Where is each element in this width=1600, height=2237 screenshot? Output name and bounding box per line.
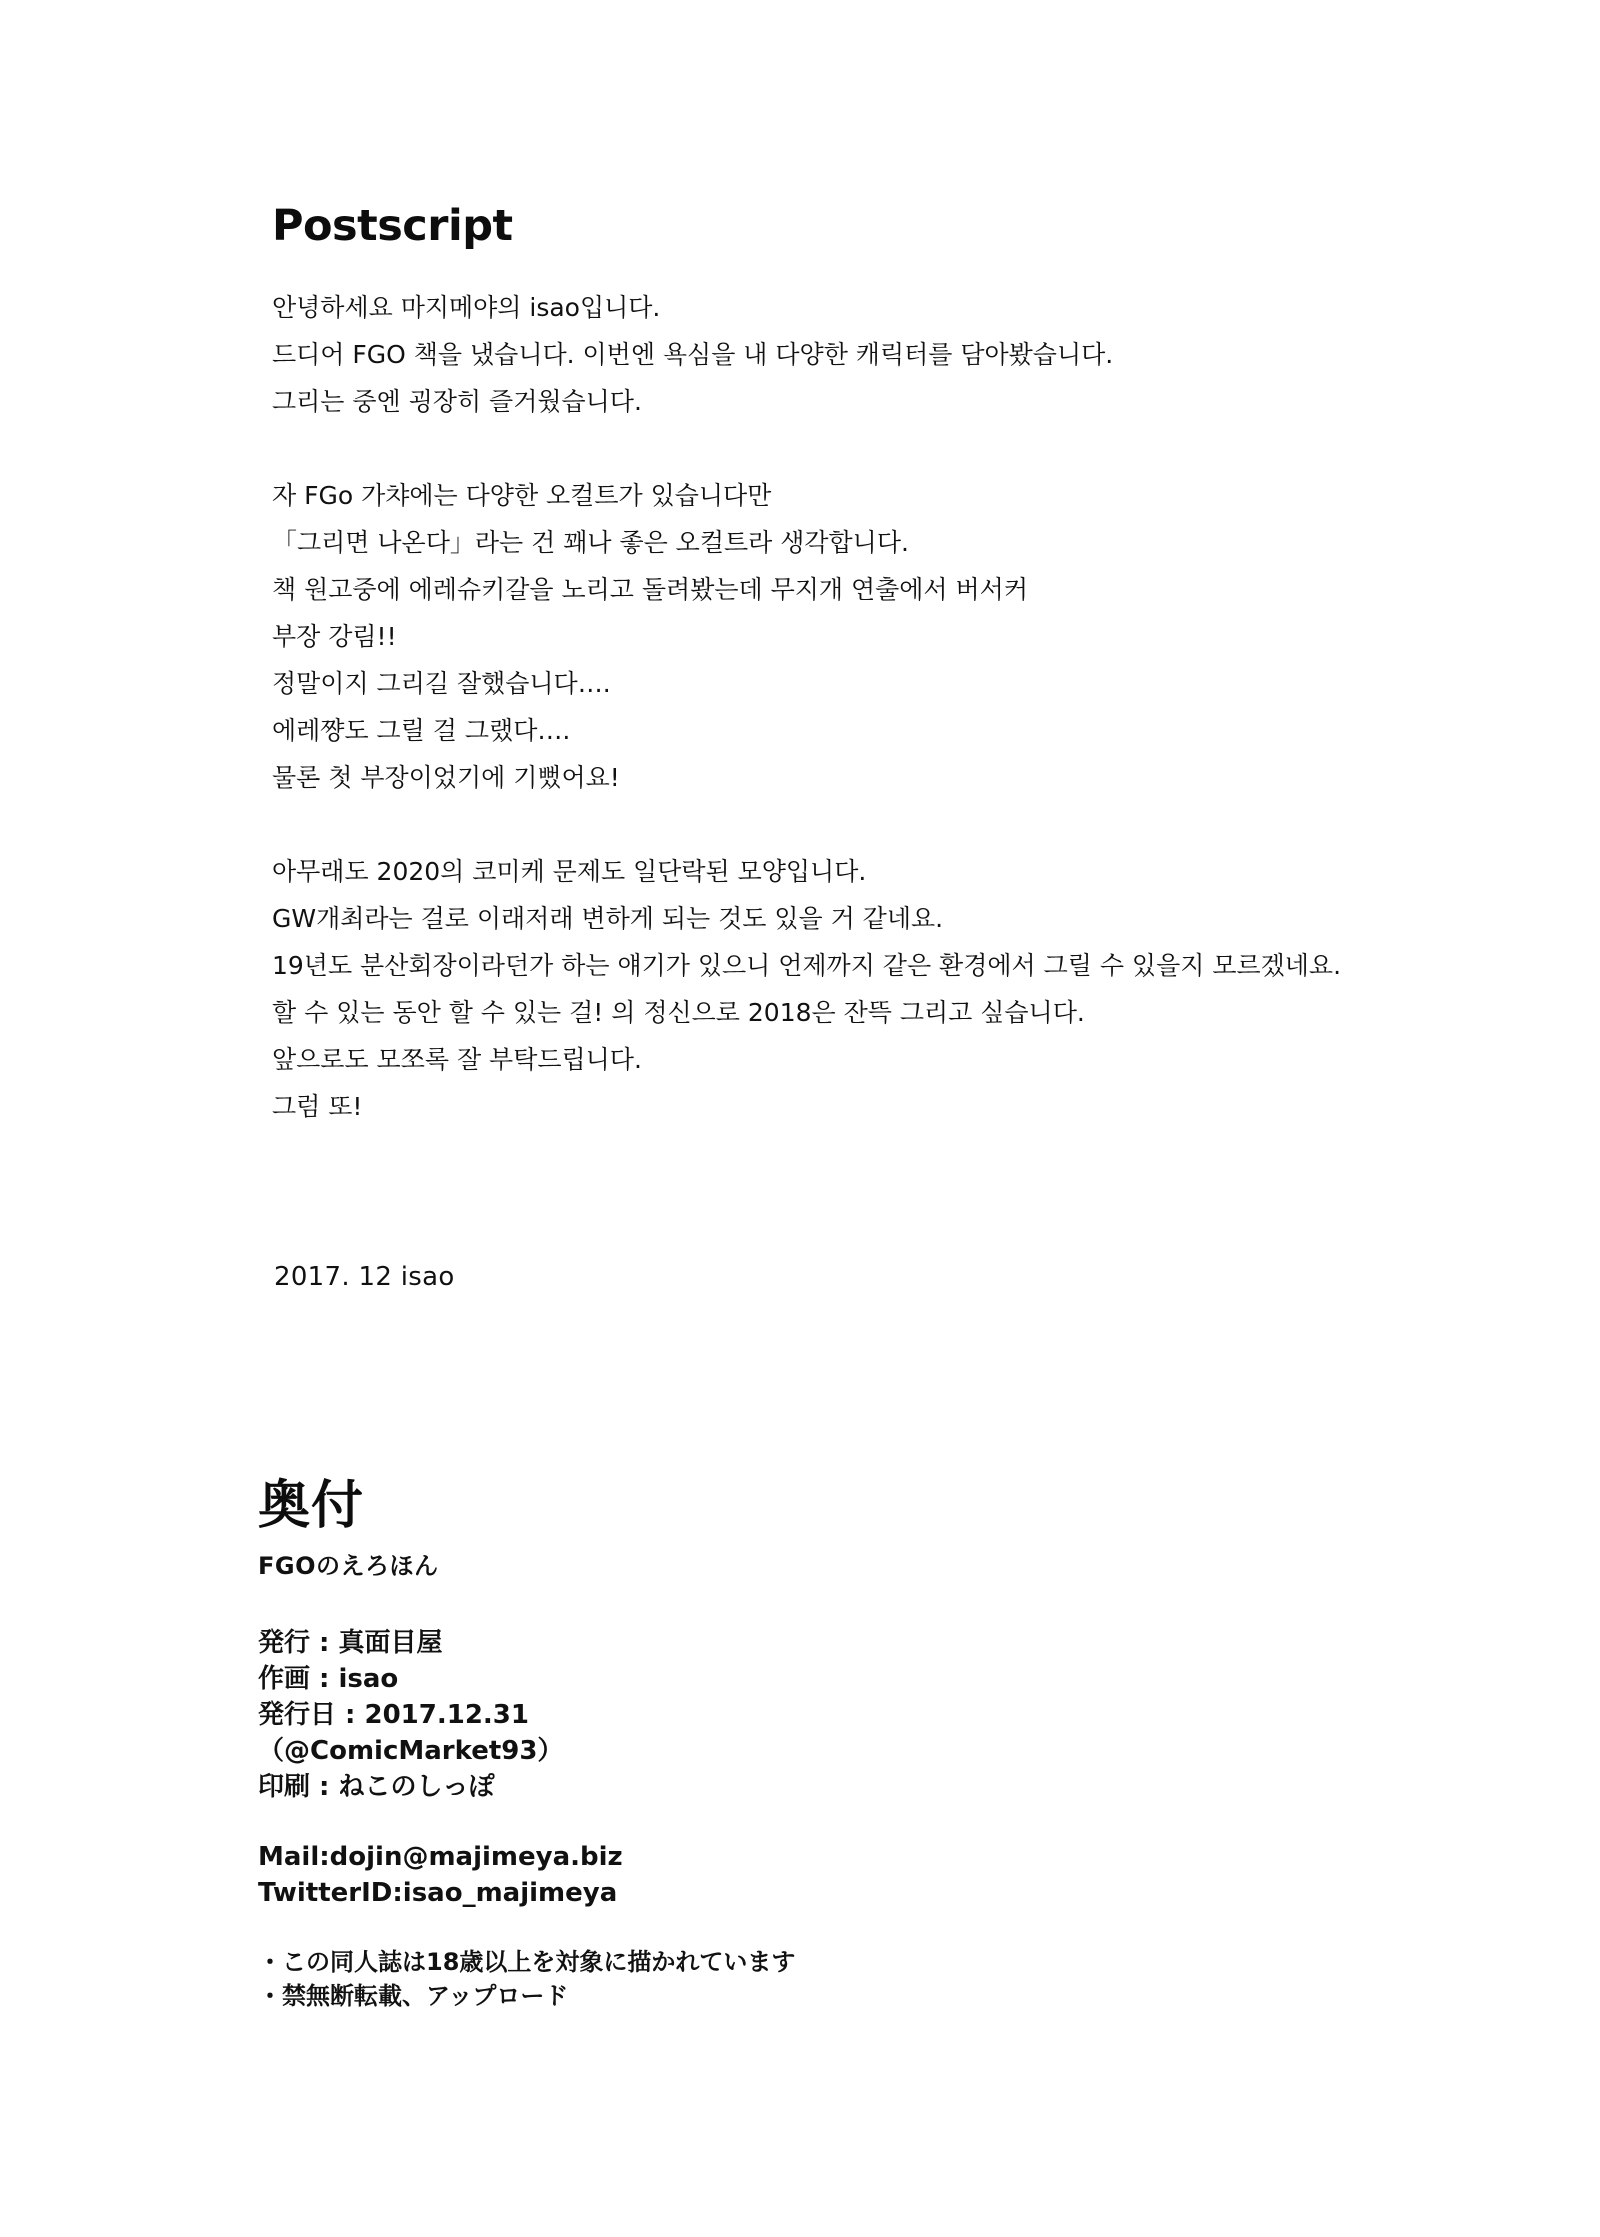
postscript-line: 자 FGo 가챠에는 다양한 오컬트가 있습니다만	[272, 481, 772, 510]
postscript-line: 책 원고중에 에레슈키갈을 노리고 돌려봤는데 무지개 연출에서 버서커	[272, 575, 1028, 604]
colophon-credit-line: 印刷 : ねこのしっぽ	[258, 1772, 495, 1802]
block-gap	[258, 1805, 1358, 1839]
postscript-signature: 2017. 12 isao	[274, 1262, 455, 1292]
colophon-heading: 奥付	[258, 1476, 365, 1536]
postscript-section	[272, 201, 1422, 1130]
colophon-credit-line: 発行日 : 2017.12.31	[258, 1700, 529, 1730]
colophon-subtitle: FGOのえろほん	[258, 1552, 439, 1580]
postscript-line: 「그리면 나온다」라는 건 꽤나 좋은 오컬트라 생각합니다.	[272, 528, 909, 557]
postscript-line: 아무래도 2020의 코미케 문제도 일단락된 모양입니다.	[272, 857, 867, 886]
postscript-line: GW개최라는 걸로 이래저래 변하게 되는 것도 있을 거 같네요.	[272, 904, 944, 933]
block-gap	[258, 1911, 1358, 1945]
postscript-line: 19년도 분산회장이라던가 하는 얘기가 있으니 언제까지 같은 환경에서 그릴 수 있을지 모르겠네요.	[272, 951, 1342, 980]
paragraph-gap	[272, 425, 1422, 472]
postscript-line: 앞으로도 모쪼록 잘 부탁드립니다.	[272, 1045, 642, 1074]
colophon-credit-line: 作画 : isao	[258, 1664, 399, 1694]
postscript-line: 그럼 또!	[272, 1092, 363, 1121]
colophon-notice: ・禁無断転載、アップロード	[258, 1982, 569, 2010]
colophon-section	[258, 1476, 1358, 2013]
postscript-line: 드디어 FGO 책을 냈습니다. 이번엔 욕심을 내 다양한 캐릭터를 담아봤습니다.	[272, 340, 1114, 369]
postscript-line: 그리는 중엔 굉장히 즐거웠습니다.	[272, 387, 642, 416]
postscript-line: 안녕하세요 마지메야의 isao입니다.	[272, 293, 661, 322]
postscript-line: 할 수 있는 동안 할 수 있는 걸! 의 정신으로 2018은 잔뜩 그리고 싶습니다.	[272, 998, 1085, 1027]
postscript-line: 부장 강림!!	[272, 622, 397, 651]
postscript-heading: Postscript	[272, 201, 513, 251]
colophon-credit-line: （@ComicMarket93）	[258, 1736, 564, 1766]
paragraph-gap	[272, 801, 1422, 848]
postscript-line: 에레쨩도 그릴 걸 그랬다….	[272, 716, 571, 745]
colophon-credit-line: 発行 : 真面目屋	[258, 1628, 443, 1658]
postscript-line: 정말이지 그리길 잘했습니다….	[272, 669, 611, 698]
colophon-notice: ・この同人誌は18歳以上を対象に描かれています	[258, 1948, 796, 1976]
postscript-line: 물론 첫 부장이었기에 기뻤어요!	[272, 763, 620, 792]
colophon-twitter-id[interactable]: TwitterID:isao_majimeya	[258, 1878, 618, 1908]
colophon-mail[interactable]: Mail:dojin@majimeya.biz	[258, 1842, 623, 1872]
